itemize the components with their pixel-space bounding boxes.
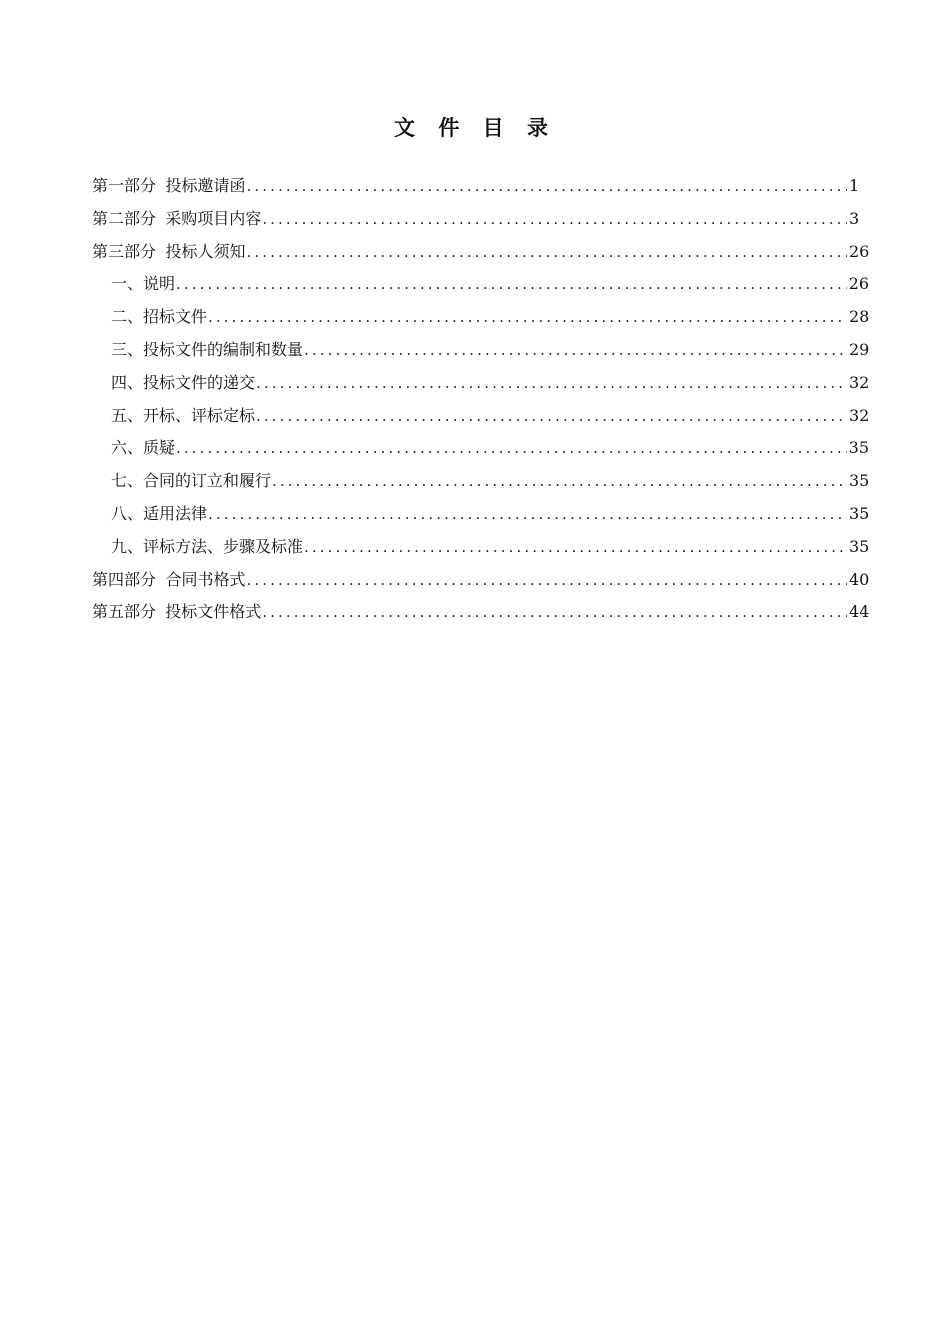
toc-entry-label: 投标邀请函 bbox=[165, 176, 246, 195]
toc-section-number: 第一部分 bbox=[92, 176, 157, 195]
toc-page-number: 26 bbox=[848, 274, 870, 294]
toc-dot-leader bbox=[208, 301, 847, 334]
toc-subsection-number: 三、 bbox=[111, 339, 144, 359]
toc-entry-label: 合同书格式 bbox=[165, 569, 246, 589]
toc-subentry[interactable] bbox=[92, 400, 870, 433]
toc-dot-leader bbox=[262, 203, 847, 236]
toc-dot-leader bbox=[256, 400, 847, 433]
toc-subentry[interactable] bbox=[92, 465, 870, 498]
toc-subsection-number: 七、 bbox=[111, 471, 144, 491]
toc-subentry-label: 质疑 bbox=[143, 438, 176, 458]
toc-subentry-label: 招标文件 bbox=[143, 307, 208, 327]
toc-dot-leader bbox=[247, 170, 847, 203]
table-of-contents bbox=[92, 170, 870, 629]
toc-page-number: 40 bbox=[849, 569, 870, 589]
toc-entry-label: 投标文件格式 bbox=[165, 602, 262, 622]
toc-page-number: 35 bbox=[849, 471, 870, 491]
toc-page-number: 1 bbox=[849, 176, 860, 195]
toc-section-number: 第四部分 bbox=[92, 569, 157, 589]
toc-subsection-number: 八、 bbox=[111, 503, 144, 523]
toc-dot-leader bbox=[262, 596, 847, 629]
toc-subentry-label: 合同的订立和履行 bbox=[143, 471, 272, 491]
toc-dot-leader bbox=[247, 564, 847, 597]
toc-subentry[interactable] bbox=[92, 367, 870, 400]
toc-entry[interactable] bbox=[92, 170, 859, 203]
toc-subentry-label: 说明 bbox=[143, 274, 176, 294]
toc-page-number: 3 bbox=[849, 208, 860, 228]
toc-subentry[interactable] bbox=[92, 498, 870, 531]
toc-dot-leader bbox=[247, 236, 847, 269]
toc-dot-leader bbox=[208, 498, 847, 531]
toc-page-number: 29 bbox=[849, 339, 870, 359]
toc-subentry-label: 开标、评标定标 bbox=[143, 405, 256, 425]
toc-subentry[interactable] bbox=[92, 432, 870, 465]
toc-page-number: 26 bbox=[849, 241, 870, 261]
toc-entry[interactable] bbox=[92, 596, 870, 629]
toc-section-number: 第三部分 bbox=[92, 241, 157, 261]
toc-page-number: 32 bbox=[849, 372, 870, 392]
toc-entry[interactable] bbox=[92, 564, 870, 597]
toc-subsection-number: 九、 bbox=[111, 536, 144, 556]
toc-subsection-number: 六、 bbox=[111, 438, 144, 458]
toc-subentry-label: 适用法律 bbox=[143, 503, 208, 523]
toc-page-number: 44 bbox=[849, 602, 870, 622]
toc-subentry[interactable] bbox=[92, 334, 870, 367]
toc-subentry[interactable] bbox=[92, 268, 870, 301]
toc-subentry[interactable] bbox=[92, 531, 870, 564]
toc-subsection-number: 五、 bbox=[111, 405, 144, 425]
toc-page-number: 32 bbox=[849, 405, 870, 425]
toc-page-number: 35 bbox=[848, 438, 870, 458]
toc-dot-leader bbox=[304, 334, 847, 367]
toc-dot-leader bbox=[304, 531, 847, 564]
toc-entry[interactable] bbox=[92, 236, 870, 269]
toc-subentry-label: 投标文件的编制和数量 bbox=[143, 339, 304, 359]
toc-dot-leader bbox=[176, 268, 847, 301]
toc-subentry-label: 投标文件的递交 bbox=[143, 372, 256, 392]
toc-section-number: 第二部分 bbox=[92, 208, 157, 228]
toc-dot-leader bbox=[272, 465, 847, 498]
toc-entry-label: 采购项目内容 bbox=[165, 208, 262, 228]
toc-section-number: 第五部分 bbox=[92, 602, 157, 622]
toc-page-number: 35 bbox=[849, 503, 870, 523]
toc-subentry[interactable] bbox=[92, 301, 870, 334]
document-title: 文 件 目 录 bbox=[394, 116, 556, 140]
toc-page-number: 35 bbox=[849, 536, 870, 556]
toc-subsection-number: 四、 bbox=[111, 372, 144, 392]
toc-subentry-label: 评标方法、步骤及标准 bbox=[143, 536, 304, 556]
toc-entry[interactable] bbox=[92, 203, 859, 236]
toc-subsection-number: 一、 bbox=[111, 274, 144, 294]
toc-subsection-number: 二、 bbox=[111, 307, 144, 327]
toc-dot-leader bbox=[176, 432, 847, 465]
toc-dot-leader bbox=[256, 367, 847, 400]
toc-entry-label: 投标人须知 bbox=[165, 241, 246, 261]
toc-page-number: 28 bbox=[849, 307, 870, 327]
